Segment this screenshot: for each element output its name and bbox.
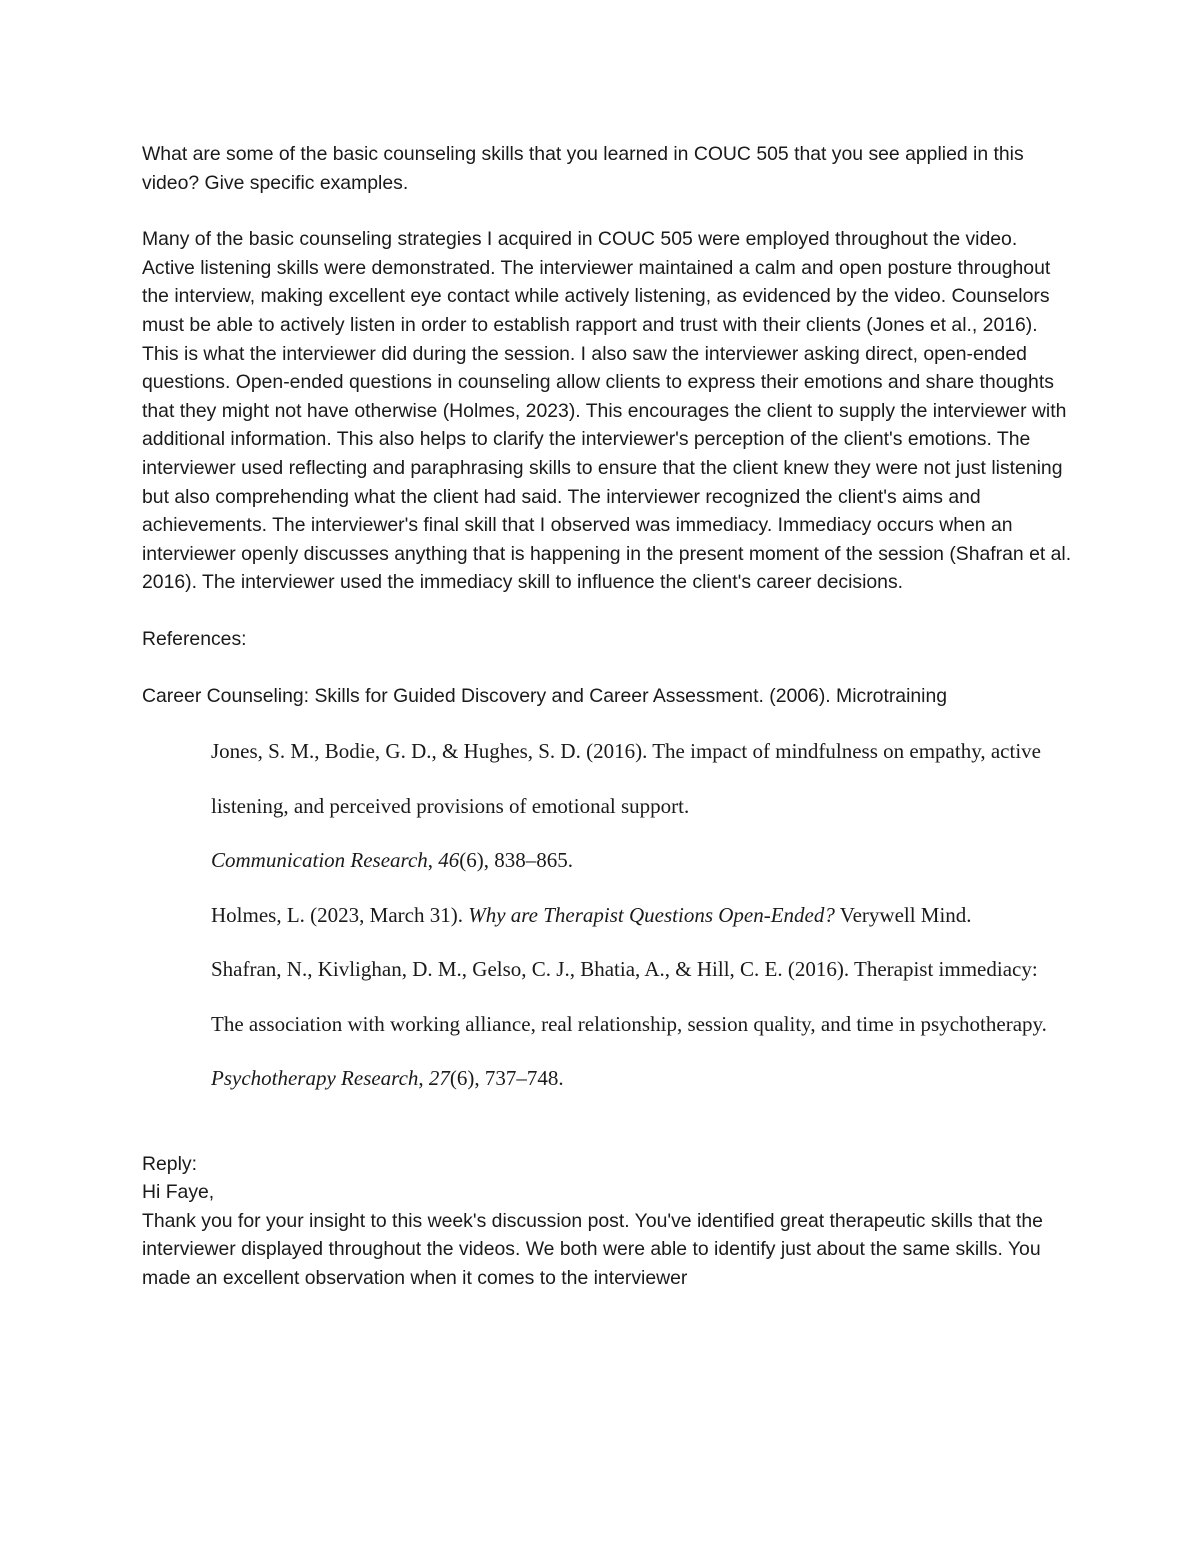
discussion-question: What are some of the basic counseling skills that you learned in COUC 505 that you see applied in this video? Give specific examples. — [142, 143, 1024, 194]
reply-body: Thank you for your insight to this week's discussion post. You've identified great therapeutic skills that the interviewer displayed throughout the videos. We both were able to identify just about the same skills. You made an excellent observation when it comes to the interviewer — [142, 1209, 1043, 1289]
reference-jones: Jones, S. M., Bodie, G. D., & Hughes, S. D. (2016). The impact of mindfulness on empathy, active listening, and perceived provisions of emotional support. Communication Research, 46(6), 838–865. — [211, 739, 1041, 873]
reply-label: Reply: — [142, 1152, 197, 1175]
reference-list — [142, 724, 1072, 1106]
reference-career-counseling: Career Counseling: Skills for Guided Discovery and Career Assessment. (2006). Microtraining — [142, 684, 948, 707]
reference-holmes: Holmes, L. (2023, March 31). Why are Therapist Questions Open-Ended? Verywell Mind. — [211, 902, 972, 927]
reply-section — [142, 1150, 1072, 1293]
reference-shafran: Shafran, N., Kivlighan, D. M., Gelso, C. J., Bhatia, A., & Hill, C. E. (2016). Therapist immediacy: The association with working alliance, real relationship, session quality, and time in psychotherapy. Psychotherapy Research, 27(6), 737–748. — [211, 957, 1047, 1091]
reply-greeting: Hi Faye, — [142, 1181, 215, 1204]
document-page — [142, 140, 1072, 1293]
references-heading: References: — [142, 627, 247, 650]
discussion-answer: Many of the basic counseling strategies I acquired in COUC 505 were employed throughout the video. Active listening skills were demonstrated. The interviewer maintained a calm and open posture throughout the interview, making excellent eye contact while actively listening, as evidenced by the video. Counselors must be able to actively listen in order to establish rapport and trust with their clients (Jones et al., 2016). This is what the interviewer did during the session. I also saw the interviewer asking direct, open-ended questions. Open-ended questions in counseling allow clients to express their emotions and share thoughts that they might not have otherwise (Holmes, 2023). This encourages the client to supply the interviewer with additional information. This also helps to clarify the interviewer's perception of the client's emotions. The interviewer used reflecting and paraphrasing skills to ensure that the client knew they were not just listening but also comprehending what the client had said. The interviewer recognized the client's aims and achievements. The interviewer's final skill that I observed was immediacy. Immediacy occurs when an interviewer openly discusses anything that is happening in the present moment of the session (Shafran et al. 2016). The interviewer used the immediacy skill to influence the client's career decisions. — [142, 228, 1072, 594]
